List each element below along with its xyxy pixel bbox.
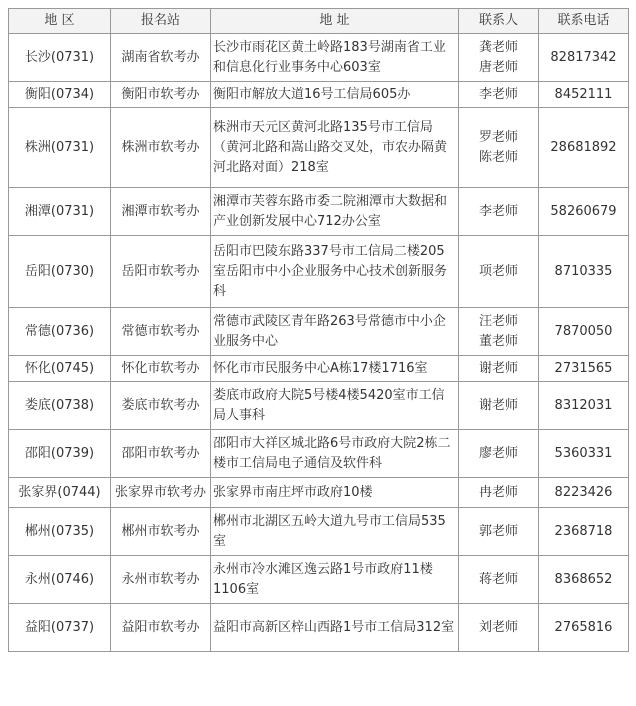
contact-name: 唐老师 xyxy=(478,59,518,75)
contact-name: 汪老师 xyxy=(478,313,518,329)
phone-cell: 82817342 xyxy=(539,34,629,82)
address-cell: 永州市冷水滩区逸云路1号市政府11楼1106室 xyxy=(211,556,459,604)
contact-name: 李老师 xyxy=(478,203,518,219)
address-cell: 邵阳市大祥区城北路6号市政府大院2栋二楼市工信局电子通信及软件科 xyxy=(211,430,459,478)
contact-name: 项老师 xyxy=(478,263,518,279)
station-cell: 衡阳市软考办 xyxy=(111,82,211,108)
station-cell: 永州市软考办 xyxy=(111,556,211,604)
address-cell: 娄底市政府大院5号楼4楼5420室市工信局人事科 xyxy=(211,382,459,430)
region-cell: 湘潭(0731) xyxy=(9,188,111,236)
region-cell: 株洲(0731) xyxy=(9,108,111,188)
contact-cell xyxy=(459,34,539,82)
station-cell: 邵阳市软考办 xyxy=(111,430,211,478)
table-row xyxy=(9,82,629,108)
address-cell: 张家界市南庄坪市政府10楼 xyxy=(211,478,459,508)
phone-cell: 2765816 xyxy=(539,604,629,652)
contact-name: 董老师 xyxy=(478,333,518,349)
contact-cell xyxy=(459,236,539,308)
contact-name: 廖老师 xyxy=(478,445,518,461)
contact-cell xyxy=(459,108,539,188)
contact-cell xyxy=(459,556,539,604)
address-cell: 怀化市市民服务中心A栋17楼1716室 xyxy=(211,356,459,382)
phone-cell: 8368652 xyxy=(539,556,629,604)
table-row xyxy=(9,556,629,604)
contact-cell xyxy=(459,356,539,382)
station-cell: 益阳市软考办 xyxy=(111,604,211,652)
phone-cell: 2731565 xyxy=(539,356,629,382)
station-cell: 常德市软考办 xyxy=(111,308,211,356)
table-row xyxy=(9,382,629,430)
contact-name: 陈老师 xyxy=(478,149,518,165)
region-cell: 怀化(0745) xyxy=(9,356,111,382)
table-row xyxy=(9,430,629,478)
region-cell: 长沙(0731) xyxy=(9,34,111,82)
station-cell: 株洲市软考办 xyxy=(111,108,211,188)
region-cell: 益阳(0737) xyxy=(9,604,111,652)
contact-name: 谢老师 xyxy=(478,397,518,413)
header-station: 报名站 xyxy=(111,9,211,34)
contact-cell xyxy=(459,188,539,236)
address-cell: 益阳市高新区梓山西路1号市工信局312室 xyxy=(211,604,459,652)
region-cell: 岳阳(0730) xyxy=(9,236,111,308)
address-cell: 湘潭市芙蓉东路市委二院湘潭市大数据和产业创新发展中心712办公室 xyxy=(211,188,459,236)
table-header-row xyxy=(9,9,629,34)
phone-cell: 8223426 xyxy=(539,478,629,508)
header-contact: 联系人 xyxy=(459,9,539,34)
phone-cell: 7870050 xyxy=(539,308,629,356)
contact-cell xyxy=(459,604,539,652)
table-row xyxy=(9,188,629,236)
contact-name: 冉老师 xyxy=(478,484,518,500)
address-cell: 衡阳市解放大道16号工信局605办 xyxy=(211,82,459,108)
contact-name: 刘老师 xyxy=(478,619,518,635)
table-row xyxy=(9,478,629,508)
contact-cell xyxy=(459,82,539,108)
phone-cell: 8710335 xyxy=(539,236,629,308)
phone-cell: 8312031 xyxy=(539,382,629,430)
contact-cell xyxy=(459,478,539,508)
contact-name: 郭老师 xyxy=(478,523,518,539)
phone-cell: 28681892 xyxy=(539,108,629,188)
station-cell: 郴州市软考办 xyxy=(111,508,211,556)
phone-cell: 5360331 xyxy=(539,430,629,478)
contact-cell xyxy=(459,308,539,356)
contact-name: 蒋老师 xyxy=(478,571,518,587)
table-row xyxy=(9,108,629,188)
address-cell: 株洲市天元区黄河北路135号市工信局（黄河北路和嵩山路交叉处，市农办隔黄河北路对面）218室 xyxy=(211,108,459,188)
contact-name: 龚老师 xyxy=(478,39,518,55)
contact-name: 罗老师 xyxy=(478,129,518,145)
region-cell: 常德(0736) xyxy=(9,308,111,356)
region-cell: 邵阳(0739) xyxy=(9,430,111,478)
header-region: 地 区 xyxy=(9,9,111,34)
table-row xyxy=(9,236,629,308)
station-cell: 怀化市软考办 xyxy=(111,356,211,382)
contact-cell xyxy=(459,382,539,430)
region-cell: 永州(0746) xyxy=(9,556,111,604)
table-row xyxy=(9,604,629,652)
phone-cell: 8452111 xyxy=(539,82,629,108)
address-cell: 长沙市雨花区黄土岭路183号湖南省工业和信息化行业事务中心603室 xyxy=(211,34,459,82)
phone-cell: 2368718 xyxy=(539,508,629,556)
contact-cell xyxy=(459,508,539,556)
table-row xyxy=(9,308,629,356)
region-cell: 张家界(0744) xyxy=(9,478,111,508)
contact-cell xyxy=(459,430,539,478)
region-cell: 衡阳(0734) xyxy=(9,82,111,108)
table-row xyxy=(9,356,629,382)
contact-name: 李老师 xyxy=(478,86,518,102)
region-cell: 娄底(0738) xyxy=(9,382,111,430)
table-row xyxy=(9,34,629,82)
station-cell: 湘潭市软考办 xyxy=(111,188,211,236)
region-cell: 郴州(0735) xyxy=(9,508,111,556)
station-cell: 娄底市软考办 xyxy=(111,382,211,430)
address-cell: 郴州市北湖区五岭大道九号市工信局535室 xyxy=(211,508,459,556)
phone-cell: 58260679 xyxy=(539,188,629,236)
station-cell: 张家界市软考办 xyxy=(111,478,211,508)
table-body xyxy=(9,34,629,652)
address-cell: 岳阳市巴陵东路337号市工信局二楼205室岳阳市中小企业服务中心技术创新服务科 xyxy=(211,236,459,308)
station-cell: 岳阳市软考办 xyxy=(111,236,211,308)
contact-table xyxy=(8,8,629,652)
station-cell: 湖南省软考办 xyxy=(111,34,211,82)
address-cell: 常德市武陵区青年路263号常德市中小企业服务中心 xyxy=(211,308,459,356)
header-address: 地 址 xyxy=(211,9,459,34)
header-phone: 联系电话 xyxy=(539,9,629,34)
contact-name: 谢老师 xyxy=(478,360,518,376)
table-row xyxy=(9,508,629,556)
